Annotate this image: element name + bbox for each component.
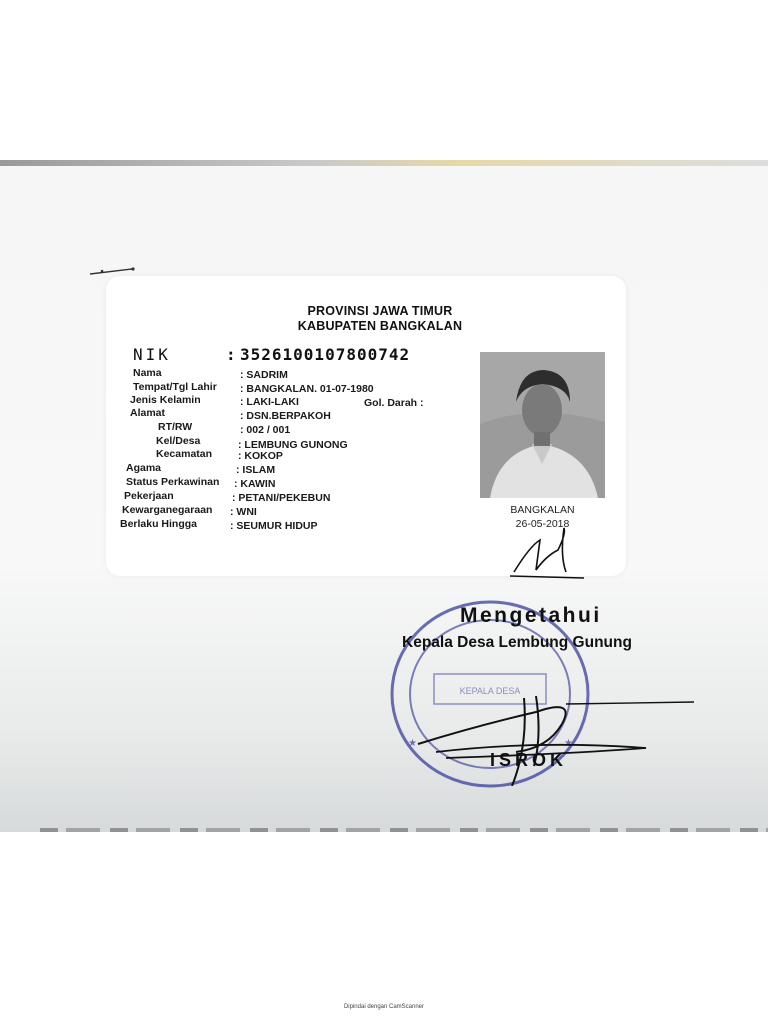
paper-top-edge: [0, 160, 768, 166]
id-photo: [480, 352, 605, 498]
field-label-rtrw: RT/RW: [158, 421, 193, 433]
field-label-pekerjaan: Pekerjaan: [124, 490, 174, 502]
card-province: PROVINSI JAWA TIMUR: [307, 304, 453, 318]
paper-bottom-edge: [40, 828, 768, 832]
field-value-agama: : ISLAM: [236, 464, 276, 476]
field-value-berlaku: : SEUMUR HIDUP: [230, 520, 318, 532]
endorsement-role: Kepala Desa Lembung Gunung: [402, 634, 632, 651]
field-value-rtrw: : 002 / 001: [240, 424, 291, 436]
endorsement-name: ISROK: [490, 750, 568, 770]
nik-label: NIK: [133, 345, 171, 364]
camscanner-watermark: Dipindai dengan CamScanner: [343, 1004, 425, 1010]
field-label-kewarganegaraan: Kewarganegaraan: [122, 504, 213, 516]
field-label-agama: Agama: [126, 462, 162, 474]
field-value-kewarganegaraan: : WNI: [230, 506, 257, 518]
nik-value: 3526100107800742: [240, 345, 411, 364]
field-value-pekerjaan: : PETANI/PEKEBUN: [232, 492, 331, 504]
field-value-nama: : SADRIM: [240, 369, 288, 381]
field-label-kecamatan: Kecamatan: [156, 448, 213, 460]
issue-date: 26-05-2018: [515, 518, 570, 530]
nik-colon: :: [226, 345, 236, 364]
field-value-desa: : LEMBUNG GUNONG: [238, 439, 348, 451]
blood-type-label: Gol. Darah :: [364, 397, 424, 409]
issue-place: BANGKALAN: [510, 504, 575, 516]
field-label-ttl: Tempat/Tgl Lahir: [133, 381, 217, 393]
field-value-alamat: : DSN.BERPAKOH: [240, 410, 331, 422]
endorsement-title: Mengetahui: [460, 604, 602, 627]
field-value-gender: : LAKI-LAKI: [240, 396, 299, 408]
field-value-status: : KAWIN: [234, 478, 276, 490]
field-label-nama: Nama: [133, 367, 162, 379]
field-value-kecamatan: : KOKOP: [238, 450, 283, 462]
field-label-status: Status Perkawinan: [126, 476, 220, 488]
field-label-alamat: Alamat: [130, 407, 166, 419]
field-value-ttl: : BANGKALAN. 01-07-1980: [240, 383, 374, 395]
village-head-signature: [416, 686, 696, 786]
svg-text:★: ★: [408, 738, 417, 749]
staple-mark: [88, 266, 136, 276]
svg-text:KEPALA DESA: KEPALA DESA: [459, 686, 521, 696]
field-label-gender: Jenis Kelamin: [130, 394, 201, 406]
svg-text:★: ★: [564, 738, 573, 749]
card-signature: [506, 526, 588, 582]
card-regency: KABUPATEN BANGKALAN: [297, 319, 463, 333]
field-label-desa: Kel/Desa: [156, 435, 201, 447]
field-label-berlaku: Berlaku Hingga: [120, 518, 198, 530]
